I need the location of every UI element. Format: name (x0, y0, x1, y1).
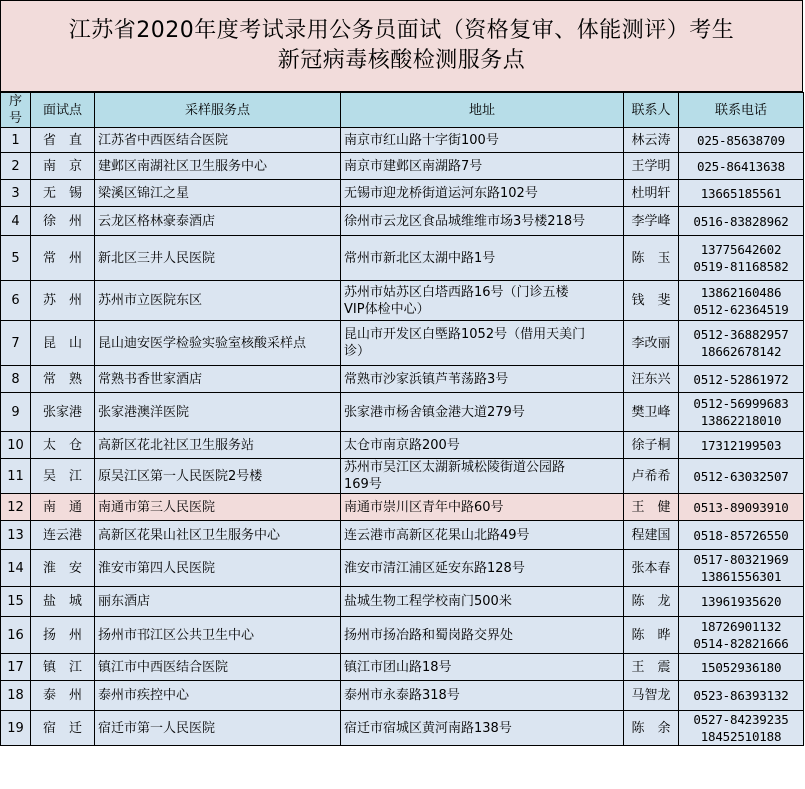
cell-contact-text: 张本春 (631, 560, 671, 576)
cell-no-text: 2 (11, 158, 20, 174)
cell-city-text: 无 锡 (42, 185, 82, 201)
cell-phone-text-line2: 18452510188 (700, 729, 782, 744)
cell-phone[interactable] (679, 207, 804, 236)
cell-address-text: 镇江市团山路18号 (344, 659, 452, 675)
cell-contact[interactable] (624, 366, 679, 393)
cell-city[interactable] (31, 654, 95, 681)
cell-phone[interactable] (679, 654, 804, 681)
cell-no[interactable] (1, 393, 31, 432)
header-row (1, 93, 804, 128)
table-row (1, 321, 804, 366)
cell-site[interactable] (95, 281, 341, 321)
header-site[interactable]: 采样服务点 (95, 93, 341, 128)
cell-address-text: 淮安市清江浦区延安东路128号 (344, 560, 525, 576)
cell-address-text: 苏州市姑苏区白塔西路16号（门诊五楼 (344, 284, 569, 300)
cell-no[interactable] (1, 432, 31, 459)
cell-phone[interactable] (679, 521, 804, 550)
cell-contact[interactable] (624, 281, 679, 321)
cell-contact-text: 王学明 (631, 158, 671, 174)
cell-phone[interactable] (679, 459, 804, 494)
service-point-table (0, 92, 804, 746)
cell-site-text: 江苏省中西医结合医院 (98, 132, 229, 148)
cell-no[interactable] (1, 494, 31, 521)
cell-contact[interactable] (624, 617, 679, 654)
cell-site[interactable] (95, 207, 341, 236)
cell-contact[interactable] (624, 393, 679, 432)
cell-city[interactable] (31, 153, 95, 180)
cell-no-text: 16 (7, 627, 24, 643)
cell-site[interactable] (95, 711, 341, 746)
cell-address[interactable] (341, 432, 624, 459)
cell-no[interactable] (1, 207, 31, 236)
cell-site-text: 泰州市疾控中心 (98, 688, 190, 703)
cell-site-text: 丽东酒店 (98, 594, 151, 609)
cell-contact[interactable] (624, 681, 679, 711)
table-row (1, 459, 804, 494)
cell-address-text: 南京市红山路十字街100号 (344, 132, 499, 148)
cell-no-text: 5 (11, 250, 20, 266)
header-contact[interactable]: 联系人 (624, 93, 679, 128)
cell-address[interactable] (341, 321, 624, 366)
cell-site[interactable] (95, 236, 341, 281)
cell-phone-text: 0518-85726550 (693, 527, 789, 543)
cell-phone[interactable] (679, 236, 804, 281)
cell-phone[interactable] (679, 366, 804, 393)
cell-address-text: 徐州市云龙区食品城维维市场3号楼218号 (344, 213, 586, 229)
table-row (1, 494, 804, 521)
cell-phone-text: 13961935620 (700, 594, 782, 609)
cell-no-text: 3 (11, 185, 20, 201)
cell-contact-text: 汪东兴 (631, 371, 671, 387)
cell-phone-text: 15052936180 (700, 659, 782, 675)
cell-phone-text: 0512-52861972 (693, 371, 789, 387)
table-row (1, 711, 804, 746)
cell-city[interactable] (31, 459, 95, 494)
cell-contact-text: 林云涛 (631, 132, 671, 148)
cell-city-text: 太 仓 (42, 437, 82, 453)
cell-city-text: 吴 江 (42, 468, 82, 484)
cell-city[interactable] (31, 587, 95, 617)
cell-site[interactable] (95, 654, 341, 681)
table-row (1, 654, 804, 681)
cell-city-text: 淮 安 (42, 560, 82, 576)
cell-site-text: 昆山迪安医学检验实验室核酸采样点 (98, 335, 307, 351)
cell-address-text: 苏州市吴江区太湖新城松陵街道公园路 (344, 460, 566, 475)
cell-city-text: 苏 州 (42, 293, 82, 308)
cell-address-text: 盐城生物工程学校南门500米 (344, 594, 512, 609)
cell-phone-text: 0512-36882957 (693, 327, 789, 342)
cell-address[interactable] (341, 550, 624, 587)
cell-no[interactable] (1, 128, 31, 153)
cell-address[interactable] (341, 681, 624, 711)
cell-city[interactable] (31, 521, 95, 550)
cell-city-text: 省 直 (42, 132, 82, 148)
cell-no-text: 12 (7, 499, 24, 515)
cell-phone[interactable] (679, 494, 804, 521)
cell-phone[interactable] (679, 321, 804, 366)
cell-address[interactable] (341, 393, 624, 432)
cell-no-text: 7 (11, 335, 20, 351)
cell-no[interactable] (1, 617, 31, 654)
cell-no[interactable] (1, 550, 31, 587)
cell-site-text: 高新区花北社区卫生服务站 (98, 437, 255, 453)
cell-city-text: 南 京 (42, 158, 82, 174)
cell-city-text: 张家港 (42, 404, 82, 420)
cell-city[interactable] (31, 681, 95, 711)
table-row (1, 393, 804, 432)
cell-address-text: 南通市崇川区青年中路60号 (344, 499, 504, 515)
cell-contact[interactable] (624, 711, 679, 746)
cell-address[interactable] (341, 207, 624, 236)
cell-phone-text: 17312199503 (700, 437, 782, 453)
cell-phone-text: 0512-56999683 (693, 396, 789, 411)
table-row (1, 207, 804, 236)
table-row (1, 587, 804, 617)
cell-phone-text-line2: 0512-62364519 (693, 301, 789, 317)
cell-no[interactable] (1, 180, 31, 207)
cell-contact-text: 樊卫峰 (631, 404, 671, 420)
cell-city-text: 常 熟 (42, 371, 82, 387)
cell-contact-text: 徐子桐 (631, 437, 671, 453)
cell-address-text: 扬州市扬冶路和蜀岗路交界处 (344, 627, 514, 643)
cell-address-text: 太仓市南京路200号 (344, 437, 460, 453)
cell-phone-text: 0523-86393132 (693, 688, 789, 703)
cell-address-text: 无锡市迎龙桥街道运河东路102号 (344, 185, 538, 201)
cell-address[interactable] (341, 128, 624, 153)
title-banner (0, 0, 803, 92)
cell-phone[interactable] (679, 432, 804, 459)
cell-city-text: 镇 江 (42, 659, 82, 675)
cell-address[interactable] (341, 236, 624, 281)
cell-no-text: 9 (11, 404, 20, 420)
cell-contact-text: 卢希希 (631, 468, 671, 484)
header-no[interactable]: 序号 (1, 93, 31, 128)
cell-no[interactable] (1, 711, 31, 746)
table-row (1, 281, 804, 321)
table-row (1, 236, 804, 281)
cell-phone[interactable] (679, 711, 804, 746)
header-phone[interactable]: 联系电话 (679, 93, 804, 128)
cell-phone-text: 0517-80321969 (693, 552, 789, 567)
cell-address-text: 宿迁市宿城区黄河南路138号 (344, 720, 512, 736)
cell-phone-text-line2: 0519-81168582 (693, 259, 789, 274)
cell-address[interactable] (341, 654, 624, 681)
cell-address[interactable] (341, 494, 624, 521)
cell-phone[interactable] (679, 180, 804, 207)
cell-site[interactable] (95, 180, 341, 207)
cell-no[interactable] (1, 681, 31, 711)
cell-no[interactable] (1, 587, 31, 617)
cell-phone[interactable] (679, 393, 804, 432)
cell-contact[interactable] (624, 432, 679, 459)
cell-site[interactable] (95, 494, 341, 521)
cell-contact-text: 李改丽 (631, 335, 671, 351)
cell-address[interactable] (341, 521, 624, 550)
cell-no-text: 4 (11, 213, 20, 229)
cell-site-text: 常熟书香世家酒店 (98, 371, 203, 387)
cell-site-text: 高新区花果山社区卫生服务中心 (98, 527, 281, 543)
cell-no-text: 10 (7, 437, 24, 453)
table-row (1, 128, 804, 153)
cell-phone-text: 13665185561 (700, 185, 782, 201)
cell-city[interactable] (31, 550, 95, 587)
cell-site[interactable] (95, 681, 341, 711)
cell-phone[interactable] (679, 153, 804, 180)
cell-site-text: 镇江市中西医结合医院 (98, 659, 229, 675)
cell-address-text: 昆山市开发区白塈路1052号（借用天美门 (344, 327, 586, 342)
cell-contact[interactable] (624, 494, 679, 521)
cell-address-text: 常熟市沙家浜镇芦苇荡路3号 (344, 371, 509, 387)
cell-phone-text-line2: 13862218010 (700, 413, 782, 428)
cell-contact[interactable] (624, 654, 679, 681)
cell-contact[interactable] (624, 321, 679, 366)
cell-city[interactable] (31, 366, 95, 393)
cell-contact-text: 陈 龙 (631, 594, 671, 609)
cell-phone[interactable] (679, 617, 804, 654)
cell-site-text: 建邺区南湖社区卫生服务中心 (98, 158, 268, 174)
cell-phone-text: 025-86413638 (697, 158, 785, 174)
cell-no-text: 15 (7, 594, 24, 609)
cell-contact[interactable] (624, 587, 679, 617)
cell-site[interactable] (95, 587, 341, 617)
cell-address-text-line2: VIP体检中心） (344, 301, 430, 317)
cell-no[interactable] (1, 366, 31, 393)
cell-phone[interactable] (679, 587, 804, 617)
cell-city[interactable] (31, 321, 95, 366)
cell-address-text-line2: 169号 (344, 477, 382, 492)
cell-contact-text: 王 健 (631, 499, 671, 515)
cell-phone[interactable] (679, 681, 804, 711)
cell-contact-text: 杜明轩 (631, 185, 671, 201)
cell-address[interactable] (341, 366, 624, 393)
cell-city[interactable] (31, 617, 95, 654)
table-row (1, 432, 804, 459)
table-row (1, 681, 804, 711)
table-row (1, 521, 804, 550)
table-row (1, 550, 804, 587)
cell-city-text: 常 州 (42, 250, 82, 266)
cell-no[interactable] (1, 281, 31, 321)
cell-site-text: 淮安市第四人民医院 (98, 560, 216, 576)
cell-city-text: 徐 州 (42, 213, 82, 229)
cell-contact[interactable] (624, 180, 679, 207)
cell-phone-text: 0513-89093910 (693, 499, 789, 515)
cell-site[interactable] (95, 321, 341, 366)
title-line-1: 江苏省2020年度考试录用公务员面试（资格复审、体能测评）考生 (68, 18, 735, 43)
cell-contact[interactable] (624, 550, 679, 587)
cell-site-text: 张家港澳洋医院 (98, 404, 190, 420)
cell-city[interactable] (31, 494, 95, 521)
cell-no[interactable] (1, 321, 31, 366)
cell-address-text: 南京市建邺区南湖路7号 (344, 158, 483, 174)
cell-contact[interactable] (624, 128, 679, 153)
table-row (1, 180, 804, 207)
cell-phone[interactable] (679, 128, 804, 153)
cell-contact-text: 陈 余 (631, 720, 671, 736)
cell-site-text: 云龙区格林豪泰酒店 (98, 213, 216, 229)
cell-phone-text: 0527-84239235 (693, 712, 789, 727)
cell-no-text: 11 (7, 468, 24, 484)
title-line-2: 新冠病毒核酸检测服务点 (277, 48, 526, 73)
cell-no[interactable] (1, 459, 31, 494)
cell-address[interactable] (341, 711, 624, 746)
cell-phone-text: 13775642602 (700, 242, 782, 257)
cell-address-text: 张家港市杨舍镇金港大道279号 (344, 404, 525, 420)
cell-no-text: 18 (7, 688, 24, 703)
cell-site[interactable] (95, 432, 341, 459)
cell-address-text: 常州市新北区太湖中路1号 (344, 250, 496, 266)
cell-city[interactable] (31, 236, 95, 281)
cell-contact-text: 钱 斐 (631, 293, 671, 308)
cell-address[interactable] (341, 153, 624, 180)
cell-city-text: 南 通 (42, 499, 82, 515)
cell-address[interactable] (341, 587, 624, 617)
header-city[interactable]: 面试点 (31, 93, 95, 128)
cell-phone-text: 0512-63032507 (693, 468, 789, 484)
table-row (1, 153, 804, 180)
cell-city[interactable] (31, 180, 95, 207)
cell-phone[interactable] (679, 281, 804, 321)
cell-no[interactable] (1, 521, 31, 550)
cell-address[interactable] (341, 180, 624, 207)
cell-contact-text: 陈 玉 (631, 250, 671, 266)
cell-no-text: 1 (11, 132, 20, 148)
cell-site-text: 梁溪区锦江之星 (98, 185, 190, 201)
cell-city[interactable] (31, 393, 95, 432)
cell-no-text: 8 (11, 371, 20, 387)
cell-contact[interactable] (624, 236, 679, 281)
cell-address-text-line2: 诊） (344, 344, 371, 359)
cell-contact[interactable] (624, 153, 679, 180)
table-row (1, 366, 804, 393)
header-address[interactable]: 地址 (341, 93, 624, 128)
cell-site[interactable] (95, 128, 341, 153)
table-row (1, 617, 804, 654)
cell-address-text: 连云港市高新区花果山北路49号 (344, 527, 530, 543)
cell-contact[interactable] (624, 207, 679, 236)
cell-site[interactable] (95, 393, 341, 432)
cell-city[interactable] (31, 207, 95, 236)
cell-address-text: 泰州市永泰路318号 (344, 688, 460, 703)
cell-city-text: 宿 迁 (42, 720, 82, 736)
cell-city[interactable] (31, 432, 95, 459)
cell-site-text: 苏州市立医院东区 (98, 293, 203, 308)
cell-city-text: 连云港 (42, 527, 82, 543)
cell-address[interactable] (341, 459, 624, 494)
cell-no[interactable] (1, 654, 31, 681)
cell-site[interactable] (95, 459, 341, 494)
cell-no-text: 14 (7, 560, 24, 576)
cell-site[interactable] (95, 153, 341, 180)
cell-no-text: 13 (7, 527, 24, 543)
cell-contact-text: 程建国 (631, 527, 671, 543)
cell-city[interactable] (31, 711, 95, 746)
cell-address[interactable] (341, 281, 624, 321)
cell-site-text: 宿迁市第一人民医院 (98, 720, 216, 736)
cell-contact[interactable] (624, 521, 679, 550)
cell-city[interactable] (31, 128, 95, 153)
cell-contact-text: 王 震 (631, 659, 671, 675)
cell-site-text: 新北区三井人民医院 (98, 250, 216, 266)
cell-no-text: 17 (7, 659, 24, 675)
cell-city-text: 盐 城 (42, 594, 82, 609)
cell-site-text: 扬州市邗江区公共卫生中心 (98, 627, 255, 643)
cell-no[interactable] (1, 236, 31, 281)
cell-city-text: 泰 州 (42, 688, 82, 703)
cell-contact[interactable] (624, 459, 679, 494)
cell-phone-text: 025-85638709 (697, 132, 785, 148)
cell-phone-text-line2: 0514-82821666 (693, 636, 789, 651)
cell-phone-text: 0516-83828962 (693, 213, 789, 229)
cell-no-text: 6 (11, 293, 20, 308)
cell-site-text: 南通市第三人民医院 (98, 499, 216, 515)
cell-address[interactable] (341, 617, 624, 654)
cell-contact-text: 马智龙 (631, 688, 671, 703)
cell-phone-text: 18726901132 (700, 619, 782, 634)
cell-city-text: 扬 州 (42, 627, 82, 643)
cell-contact-text: 李学峰 (631, 213, 671, 229)
cell-phone-text: 13862160486 (700, 284, 782, 300)
cell-city[interactable] (31, 281, 95, 321)
cell-phone[interactable] (679, 550, 804, 587)
cell-site[interactable] (95, 521, 341, 550)
cell-site[interactable] (95, 366, 341, 393)
cell-no[interactable] (1, 153, 31, 180)
cell-site-text: 原吴江区第一人民医院2号楼 (98, 468, 263, 484)
cell-phone-text-line2: 18662678142 (700, 344, 782, 359)
cell-city-text: 昆 山 (42, 335, 82, 351)
cell-phone-text-line2: 13861556301 (700, 569, 782, 584)
cell-site[interactable] (95, 617, 341, 654)
cell-contact-text: 陈 晔 (631, 627, 671, 643)
cell-no-text: 19 (7, 720, 24, 736)
cell-site[interactable] (95, 550, 341, 587)
